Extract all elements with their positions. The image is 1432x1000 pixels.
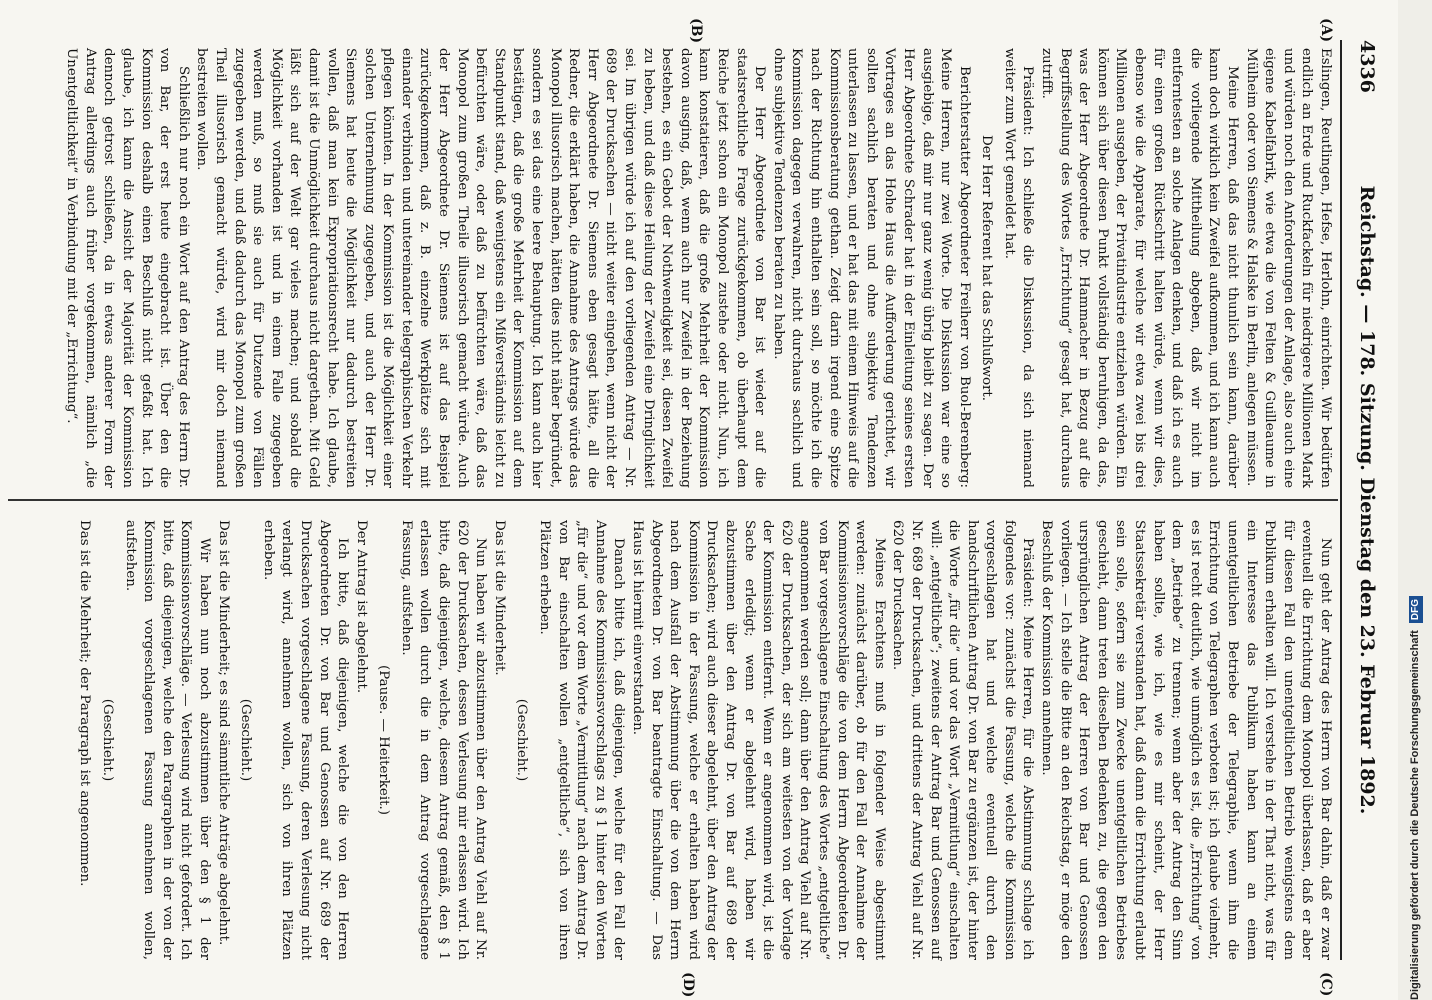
- paragraph: Wir haben nun noch abzustimmen über den § 1 der Kommissionsvorschläge. — Verlesung wird nicht gefordert. Ich bitte, daß diejenigen, welche den Paragraphen in der von der Kommission vorgeschlagenen Fassung annehmen wollen, aufstehen.: [122, 520, 212, 960]
- paragraph: Der Herr Referent hat das Schlußwort.: [979, 134, 995, 402]
- header-rule: [1340, 40, 1342, 960]
- paragraph: Schließlich nur noch ein Wort auf den Antrag des Herrn Dr. von Bar, der erst heute eingebracht ist. Über den die Kommission deshalb einen Beschluß nicht gefaßt hat. Ich glaube, ich kann die Ansicht der Majorität der Kommission dennoch getrost schließen, da in etwas anderer Form der Antrag allerdings auch früher vorgekommen, nämlich „die Unentgeltlichkeit“ in Verbindung mit der „Errichtung“.: [64, 48, 191, 488]
- paragraph: Meine Herren, daß das nicht thunlich sein kann, darüber kann doch wirklich kein Zweifel aufkommen, und ich kann auch die vorliegende Mittheilung abgeben, daß wir nicht im entferntesten an solche Anlagen denken, und daß ich es auch für einen großen Rückschritt halten würde, wenn wir dies, ebenso wie die Apparate, für welche wir etwa zwei bis drei Millionen ausgeben, der Privatindustrie entziehen würden. Ein können sich über diesen Punkt vollständig beruhigen, da das, was der Herr Abgeordnete Dr. Hammacher in Bezug auf die Begriffsstellung des Wortes „Errichtung“ gesagt hat, durchaus zutrifft.: [1039, 48, 1241, 488]
- paragraph: Das ist die Mehrheit; der Paragraph ist angenommen.: [77, 520, 93, 887]
- left-column: [62, 48, 1334, 488]
- paragraph: Präsident: Ich schließe die Diskussion, da sich niemand weiter zum Wort gemeldet hat.: [1001, 48, 1036, 488]
- paragraph: Der Herr Abgeordnete von Bar ist wieder auf die staatsrechtliche Frage zurückgekommen, ob überhaupt dem Reiche jetzt schon ein Monopol zustehe oder nicht. Nun, ich kann konstatieren, daß die große Mehrheit der Kommission davon ausging, daß, wenn auch nur Zweifel in der Beziehung bestehen, es ein Gebot der Nothwendigkeit sei, diesen Zweifel zu heben, und daß diese Heilung der Zweifel eine Dringlichkeit sei. Im übrigen würde ich auf den vorliegenden Antrag — Nr. 689 der Drucksachen — nicht weiter eingehen, wenn nicht der Herr Abgeordnete Dr. Siemens eben gesagt hätte, all die Redner, die erklärt haben, die Annahme des Antrags würde das Monopol illusorisch machen, hätten dies nicht näher begründet, sondern es sei das eine leere Behauptung. Ich kann auch hier bestätigen, daß die große Mehrheit der Kommission auf dem Standpunkt stand, daß wenigstens ein Mißverständnis leicht zu befürchten wäre, oder daß zu befürchten wäre, daß das Monopol zum großen Theile illusorisch gemacht würde. Auch der Herr Abgeordnete Dr. Siemens ist auf das Beispiel zurückgekommen, daß z. B. einzelne Werkplätze sich mit einander verbinden und untereinander telegraphischen Verkehr pflegen könnten. In der Kommission ist die Möglichkeit einer solchen Unternehmung zugegeben, und auch der Herr Dr. Siemens hat heute die Möglichkeit nur dadurch bestreiten wollen, daß man kein Expropriationsrecht habe. Ich glaube, damit ist die Unmöglichkeit durchaus nicht dargethan. Mit Geld läßt sich auf der Welt gar vieles machen; und sobald die Möglichkeit vorhanden ist und in einem Falle zugegeben werden muß, so muß sie auch für Dutzende von Fällen zugegeben werden, und daß dadurch das Monopol zum großen Theil illusorisch gemacht würde, wird mir doch niemand bestreiten wollen.: [194, 48, 768, 488]
- paragraph: Eslingen, Reutlingen, Hefse, Herlohn, einrichten. Wir bedürfen endlich an Erde und Ruckfackeln für niedrigere Millionen Mark und würden noch den Anforderungen der Anlage, also auch eine eigene Kabelfabrik, wie etwa die von Felten & Guilleaume in Mülheim oder von Siemens & Halske in Berlin, anlegen müssen.: [1243, 48, 1333, 488]
- page-title: Reichstag. — 178. Sitzung. Dienstag den 23. Februar 1892.: [1356, 185, 1378, 815]
- stage-direction: (Geschieht.): [514, 698, 530, 782]
- paragraph: Der Antrag ist abgelehnt.: [353, 520, 369, 694]
- margin-marker-d: (D): [680, 972, 696, 998]
- credit-text: Digitalisierung gefördert durch die Deutsche Forschungsgemeinschaft: [1409, 630, 1421, 1000]
- paragraph: Präsident: Meine Herren, für die Abstimmung schlage ich folgendes vor: zunächst die Fassung, welche die Kommission vorgeschlagen hat und welche eventuell durch den handschriftlichen Antrag Dr. von Bar zu ergänzen ist, der hinter die Worte „für die“ und vor das Wort „Vermittlung“ einschalten will: „entgeltliche“; zweitens der Antrag Bar und Genossen auf Nr. 689 der Drucksachen, und drittens der Antrag Viehl auf Nr. 620 der Drucksachen.: [890, 520, 1036, 960]
- margin-marker-b: (B): [688, 18, 704, 44]
- margin-marker-c: (C): [1318, 972, 1334, 997]
- stage-direction: (Geschieht.): [100, 698, 115, 782]
- stage-direction: (Geschieht.): [238, 698, 254, 782]
- paragraph: Danach bitte ich, daß diejenigen, welche für den Fall der Annahme des Kommissionsvorschlags zu § 1 hinter den Worten „für die“ und vor dem Worte „Vermittlung“ nach dem Antrag Dr. von Bar einschalten wollen „entgeltliche“, sich von ihren Plätzen erheben.: [537, 520, 627, 960]
- paragraph: Das ist die Minderheit.: [491, 520, 507, 676]
- page-header: [1348, 40, 1378, 960]
- paragraph: Nun haben wir abzustimmen über den Antrag Viehl auf Nr. 620 der Drucksachen, dessen Verlesung mir erlassen wird. Ich bitte, daß diejenigen, welche, diesem Antrag gemäß, den § 1 erlassen wollen durch die in dem Antrag vorgeschlagene Fassung, aufstehen.: [398, 520, 489, 960]
- digitization-credit: [1404, 0, 1426, 1000]
- margin-marker-a: (A): [1318, 18, 1334, 43]
- dfg-logo: DFG: [1409, 596, 1423, 623]
- paragraph: Ich bitte, daß diejenigen, welche die von den Herren Abgeordneten Dr. von Bar und Genossen auf Nr. 689 der Drucksachen vorgeschlagene Fassung, deren Verlesung nicht verlangt wird, annehmen wollen, sich von ihren Plätzen erheben.: [260, 520, 351, 960]
- paragraph: Meines Erachtens muß in folgender Weise abgestimmt werden: zunächst darüber, ob für den Fall der Annahme der Kommissionsvorschläge die von dem Herrn Abgeordneten Dr. von Bar vorgeschlagene Einschaltung des Wortes „entgeltliche“ angenommen werden soll; dann über den Antrag Viehl auf Nr. 620 der Drucksachen, der sich am weitesten von der Vorlage der Kommission entfernt. Wenn er angenommen wird, ist die Sache erledigt; wenn er abgelehnt wird, haben wir abzustimmen über den Antrag Dr. von Bar auf 689 der Drucksachen; wird auch dieser abgelehnt, über den Antrag der Kommission in der Fassung, welche er erhalten haben wird nach dem Ausfall der Abstimmung über die von dem Herrn Abgeordneten Dr. von Bar beantragte Einschaltung. — Das Haus ist hiermit einverstanden.: [630, 520, 887, 960]
- stage-direction: (Pause. — Heiterkeit.): [376, 665, 392, 815]
- paragraph: Das ist die Minderheit; es sind sämmtliche Anträge abgelehnt.: [215, 520, 231, 946]
- page-number: 4336: [1356, 40, 1378, 93]
- right-column: [75, 520, 1334, 960]
- paragraph: Berichterstatter Abgeordneter Freiherr von Buol-Berenberg: Meine Herren, nur zwei Worte. Die Diskussion war eine so ausgiebige, daß mir nur ganz wenig übrig bleibt zu sagen. Der Herr Abgeordnete Schrader hat in der Einleitung seines ersten Vortrages an das Hohe Haus die Aufforderung gerichtet, wir sollten sachlich beraten und ohne subjektive Tendenzen unterlassen zu lassen, und er hat das mit einem Hinweis auf die Kommissionsberatung gethan. Zeigt darin irgend eine Spitze nach der Richtung hin enthalten sein soll, so möchte ich die Kommission dagegen verwahren, nicht durchaus sachlich und ohne subjektive Tendenzen beraten zu haben.: [770, 48, 972, 488]
- paragraph: Nun geht der Antrag des Herrn von Bar dahin, daß er zwar eventuell die Errichtung dem Monopol überlassen, daß er aber für diesen Fall den unentgeltlichen Betrieb wenigstens dem Publikum erhalten will. Ich verstehe in der That nicht, was für ein Interesse das Publikum haben kann an einem unentgeltlichen Betriebe der Telegraphie, wenn ihm die Errichtung von Telegraphen verboten ist; ich glaube vielmehr, es ist recht deutlich, wie unmöglich es ist, die „Errichtung“ von dem „Betriebe“ zu trennen; wenn aber der Antrag den Sinn haben sollte, wie ich, wie es mir scheint, der Herr Staatssekretär verstanden hat, daß dann die Errichtung erlaubt sein solle, sofern sie zum Zwecke unentgeltlichen Betriebes geschieht, dann treten dieselben Bedenken zu, die gegen den ursprünglichen Antrag der Herren von Bar und Genossen vorliegen. — Ich stelle die Bitte an den Reichstag, er möge den Beschluß der Kommission annehmen.: [1039, 520, 1333, 960]
- column-divider: [8, 499, 1338, 501]
